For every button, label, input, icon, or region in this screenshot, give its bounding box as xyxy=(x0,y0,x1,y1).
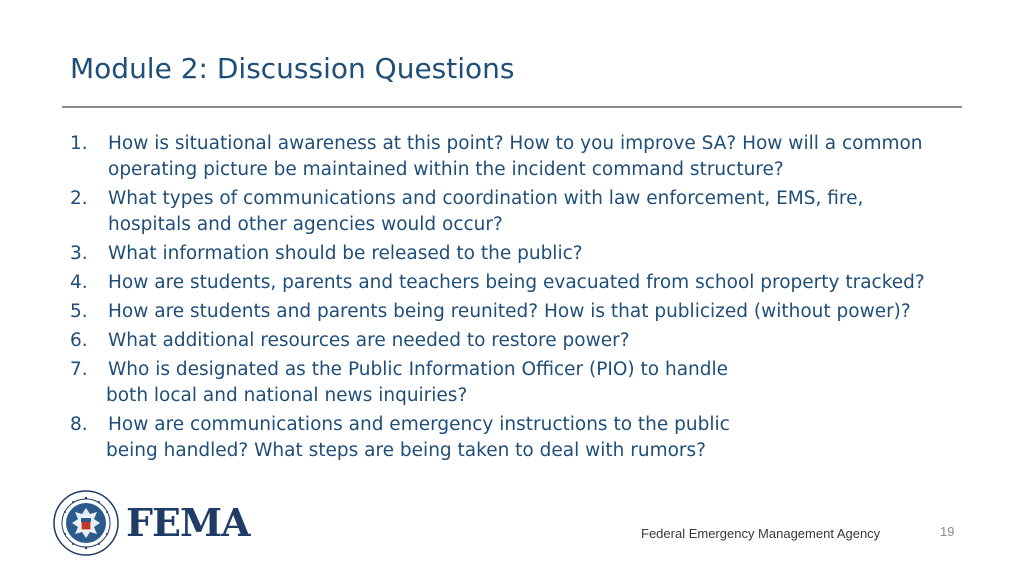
page-title: Module 2: Discussion Questions xyxy=(70,52,515,85)
item-number: 3. xyxy=(70,243,88,264)
item-number: 5. xyxy=(70,301,88,322)
item-text-line: How are students, parents and teachers being evacuated from school property tracked? xyxy=(108,272,925,293)
item-text-line: What information should be released to the public? xyxy=(108,243,583,264)
list-item xyxy=(70,328,960,354)
list-item xyxy=(70,131,960,183)
item-text-line: Who is designated as the Public Information Officer (PIO) to handle xyxy=(108,359,729,380)
item-number: 8. xyxy=(70,414,88,435)
item-text-line: How are students and parents being reunited? How is that publicized (without power)? xyxy=(108,301,911,322)
fema-wordmark: FEMA xyxy=(126,500,250,545)
item-text-line: How is situational awareness at this point? How to you improve SA? How will a common xyxy=(108,133,923,154)
list-item xyxy=(70,186,960,238)
item-text-line: How are communications and emergency instructions to the public xyxy=(108,414,730,435)
item-text-line: being handled? What steps are being taken to deal with rumors? xyxy=(106,440,706,461)
list-item xyxy=(70,299,960,325)
item-text-line: What types of communications and coordination with law enforcement, EMS, fire, xyxy=(108,188,864,209)
item-text-line: both local and national news inquiries? xyxy=(106,385,468,406)
title-divider xyxy=(62,106,962,108)
item-number: 4. xyxy=(70,272,88,293)
item-text-line: operating picture be maintained within the incident command structure? xyxy=(108,159,784,180)
page-number: 19 xyxy=(940,524,955,539)
list-item xyxy=(70,270,960,296)
item-text-line: hospitals and other agencies would occur? xyxy=(108,214,503,235)
item-text-line: What additional resources are needed to restore power? xyxy=(108,330,630,351)
item-number: 6. xyxy=(70,330,88,351)
item-number: 2. xyxy=(70,188,88,209)
item-number: 1. xyxy=(70,133,88,154)
list-item xyxy=(70,357,960,409)
list-item xyxy=(70,412,960,464)
list-item xyxy=(70,241,960,267)
dhs-seal-icon xyxy=(53,490,119,556)
discussion-questions-list xyxy=(70,131,960,467)
agency-name: Federal Emergency Management Agency xyxy=(641,526,881,541)
item-number: 7. xyxy=(70,359,88,380)
